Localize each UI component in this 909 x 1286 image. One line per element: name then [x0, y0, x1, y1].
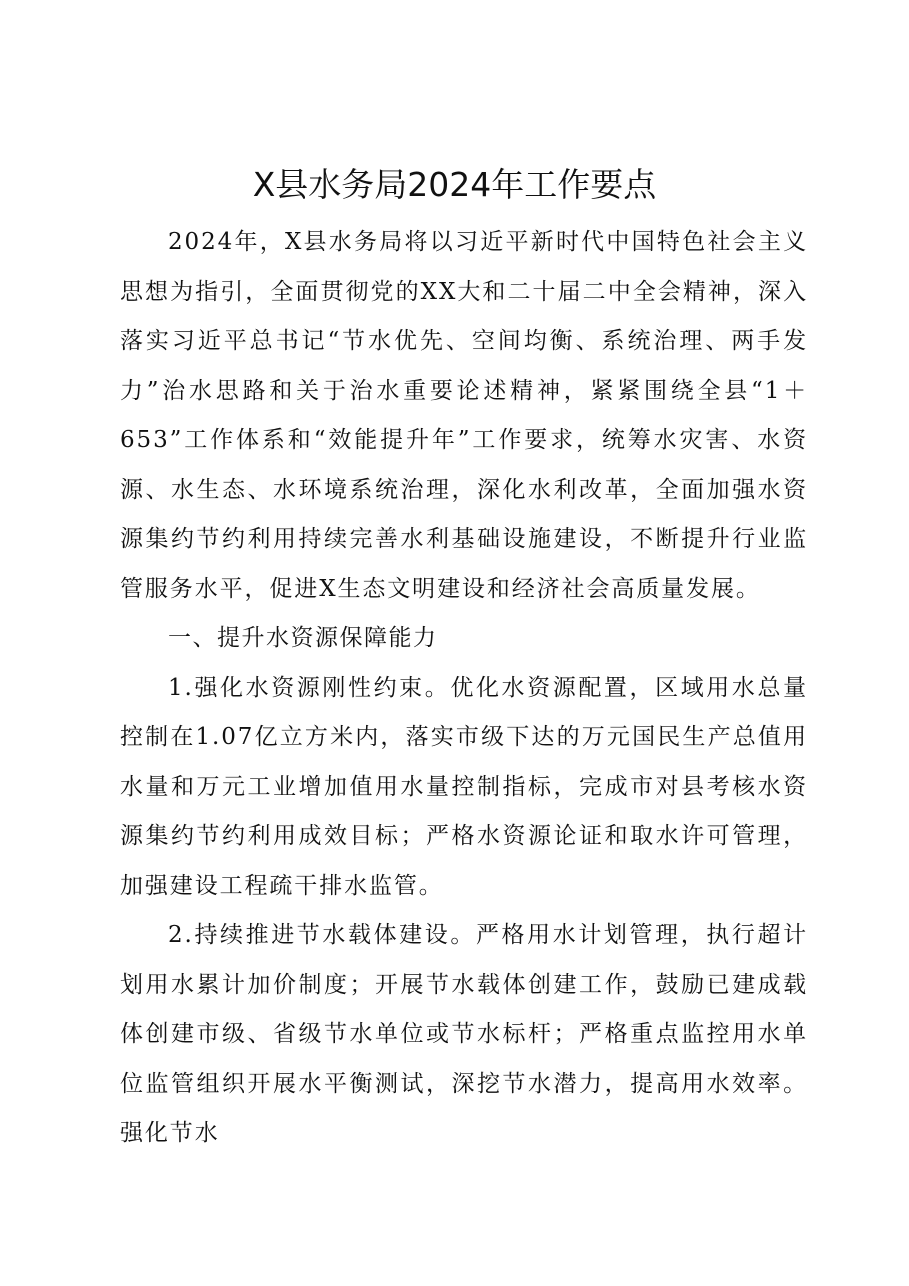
document-title: X县水务局2024年工作要点	[252, 165, 657, 204]
item-2-paragraph: 2.持续推进节水载体建设。严格用水计划管理，执行超计划用水累计加价制度；开展节水载体创建工作，鼓励已建成载体创建市级、省级节水单位或节水标杆；严格重点监控用水单位监管组织开展水平衡测试，深挖节水潜力，提高用水效率。强化节水	[120, 922, 808, 1146]
document-body	[120, 218, 808, 1159]
intro-paragraph: 2024年，X县水务局将以习近平新时代中国特色社会主义思想为指引，全面贯彻党的XX大和二十届二中全会精神，深入落实习近平总书记“节水优先、空间均衡、系统治理、两手发力”治水思路和关于治水重要论述精神，紧紧围绕全县“1＋653”工作体系和“效能提升年”工作要求，统筹水灾害、水资源、水生态、水环境系统治理，深化水利改革，全面加强水资源集约节约利用持续完善水利基础设施建设，不断提升行业监管服务水平，促进X生态文明建设和经济社会高质量发展。	[120, 229, 808, 602]
item-1-paragraph: 1.强化水资源刚性约束。优化水资源配置，区域用水总量控制在1.07亿立方米内，落实市级下达的万元国民生产总值用水量和万元工业增加值用水量控制指标，完成市对县考核水资源集约节约利用成效目标；严格水资源论证和取水许可管理，加强建设工程疏干排水监管。	[120, 674, 808, 899]
section-heading: 一、提升水资源保障能力	[168, 625, 438, 651]
